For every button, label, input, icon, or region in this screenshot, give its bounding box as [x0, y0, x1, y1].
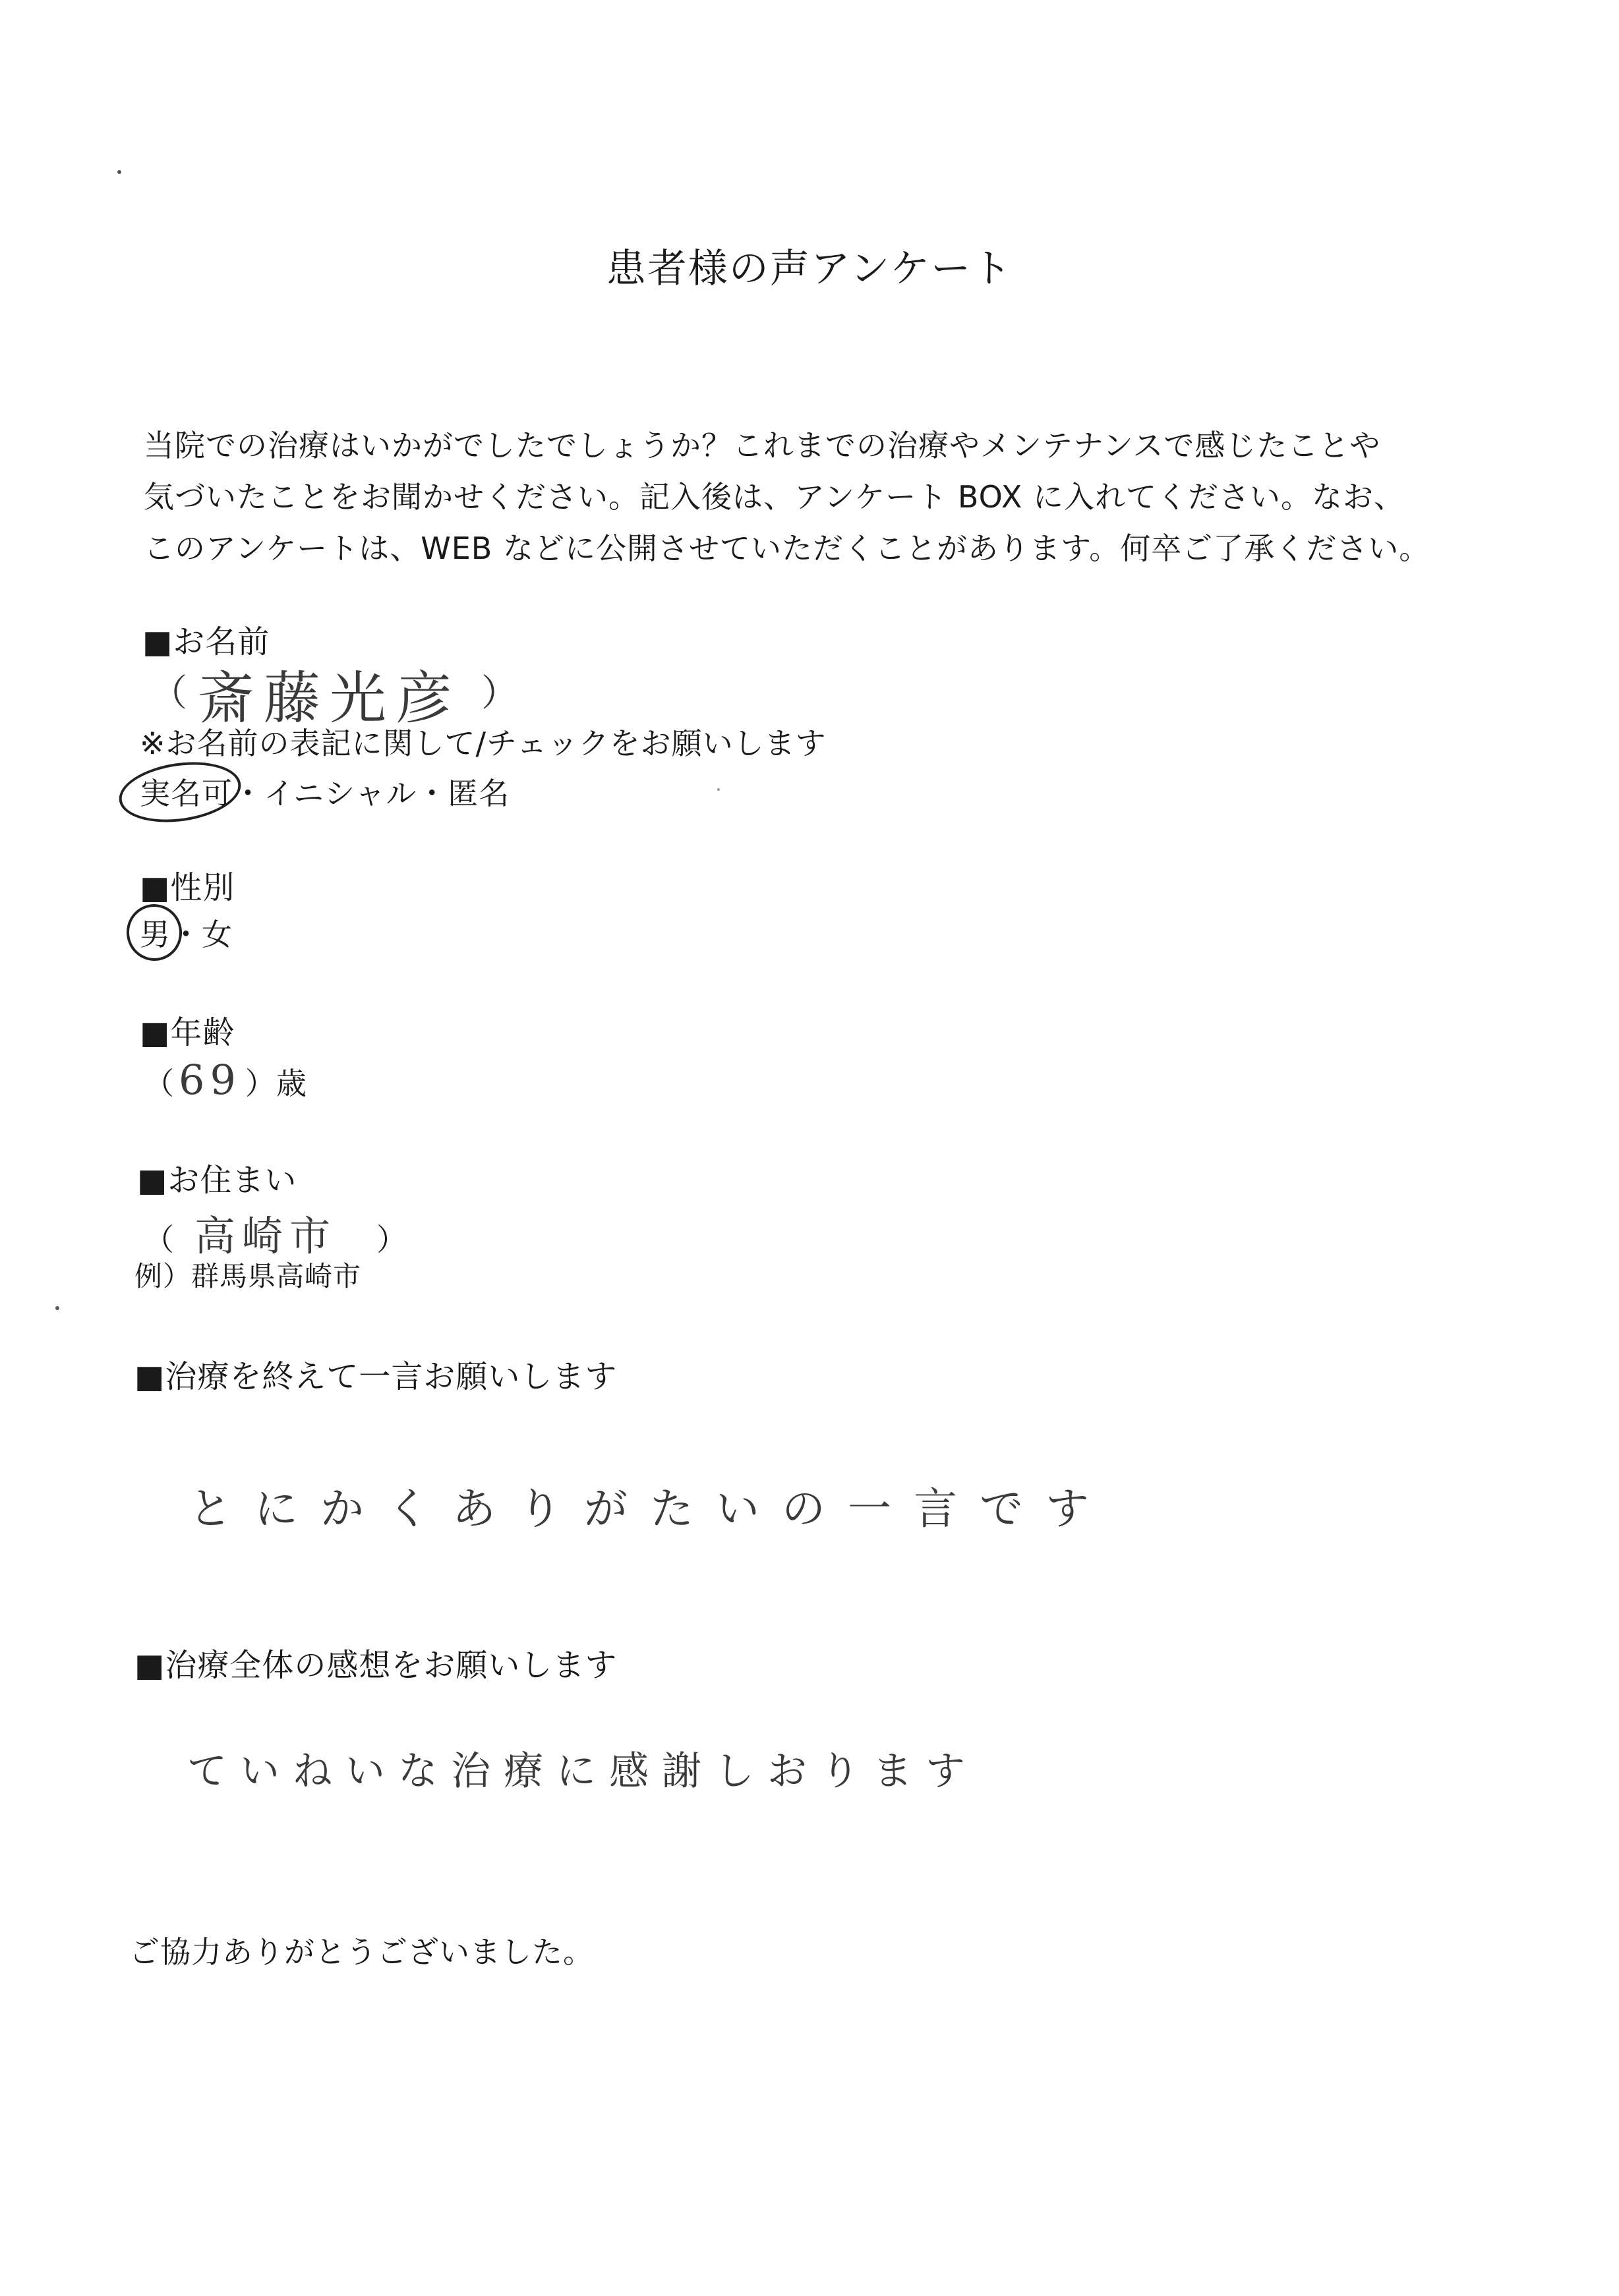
intro-line-2: 気づいたことをお聞かせください。記入後は、アンケート BOX に入れてください。なお、 — [144, 479, 1405, 515]
name-paren-open: （ — [150, 672, 187, 715]
name-heading: ■お名前 — [142, 623, 270, 660]
name-options: 実名可・イニシャル・匿名 — [140, 776, 510, 811]
gender-heading: ■性別 — [140, 869, 235, 906]
page-title: 患者様の声アンケート — [606, 246, 1013, 292]
option-real-name[interactable]: 実名可 — [140, 776, 233, 811]
closing-message: ご協力ありがとうございました。 — [129, 1934, 594, 1970]
address-paren-open: （ — [144, 1222, 175, 1257]
handwritten-age[interactable]: 69 — [179, 1056, 241, 1104]
age-field — [144, 1056, 307, 1104]
address-example: 例）群馬県高崎市 — [134, 1260, 362, 1292]
selected-circle-real-name — [115, 755, 245, 829]
handwritten-impression[interactable]: ていねいな治療に感謝しおります — [187, 1748, 978, 1794]
age-paren-open: （ — [144, 1066, 175, 1101]
comment-heading: ■治療を終えて一言お願いします — [134, 1358, 618, 1395]
scan-speck — [55, 1306, 59, 1310]
address-paren-close: ） — [376, 1222, 408, 1257]
intro-line-3: このアンケートは、WEB などに公開させていただくことがあります。何卒ご了承ください。 — [144, 531, 1430, 566]
address-heading: ■お住まい — [137, 1162, 297, 1199]
handwritten-address[interactable]: 高崎市 — [194, 1212, 338, 1260]
option-female[interactable]: 女 — [202, 917, 233, 952]
option-initial[interactable]: イニシャル — [264, 776, 417, 811]
age-paren-close: ） — [245, 1066, 276, 1101]
handwritten-comment[interactable]: とにかくありがたいの一言です — [189, 1483, 1111, 1534]
name-paren-close: ） — [481, 672, 518, 715]
intro-line-1: 当院での治療はいかがでしたでしょうか？これまでの治療やメンテナンスで感じたことや — [144, 428, 1381, 463]
name-notation-note: ※お名前の表記に関して/チェックをお願いします — [140, 726, 827, 761]
scan-speck — [717, 788, 720, 791]
address-field — [144, 1203, 407, 1262]
option-anonymous[interactable]: 匿名 — [448, 776, 510, 811]
handwritten-name: 斎藤光彦 — [198, 666, 461, 732]
option-male[interactable]: 男 — [140, 917, 171, 952]
age-heading: ■年齢 — [140, 1014, 235, 1051]
age-unit: 歳 — [276, 1066, 307, 1101]
gender-options: 男・女 — [140, 917, 233, 952]
impression-heading: ■治療全体の感想をお願いします — [134, 1647, 618, 1684]
scan-speck — [117, 170, 121, 174]
